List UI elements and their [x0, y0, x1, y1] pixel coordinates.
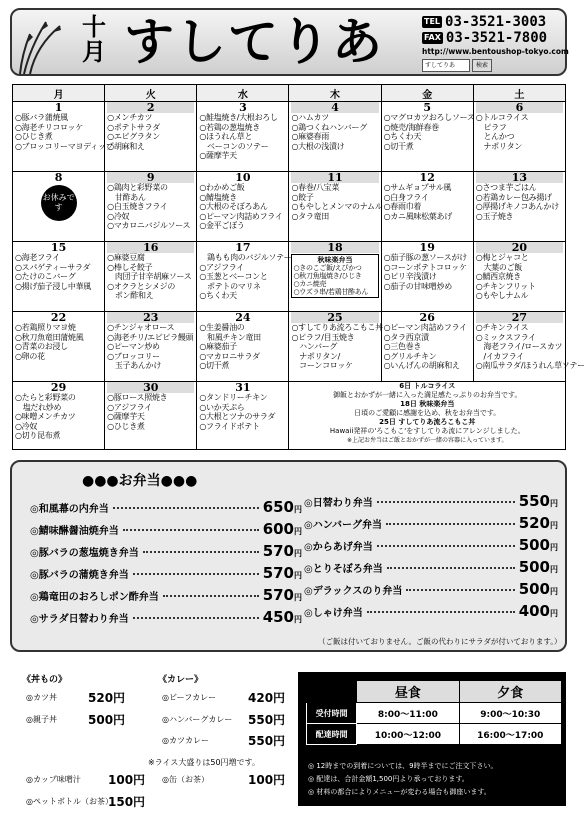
menu-item: ○ピラフ/目玉焼き	[291, 332, 355, 342]
menu-item: ○切り昆布煮	[15, 431, 61, 440]
menu-item: ○オクラとシメジの	[107, 281, 176, 291]
menu-item: ○青菜のお浸し	[15, 342, 68, 351]
yen-unit: 円	[550, 587, 558, 596]
menu-item: ○茄子の甘味噌炒め	[383, 281, 452, 291]
yen-unit: 円	[294, 527, 302, 536]
bento-item-name: ◎豚バラの葱塩焼き弁当	[30, 548, 139, 559]
lunch-header: 昼食	[357, 681, 459, 703]
salad-note: （ご飯は付いておりません。ご飯の代わりにサラダが付いております。）	[318, 637, 562, 646]
menu-item: ○いか天ぷら	[199, 402, 245, 412]
menu-item: ○すしてりあ流ろこもこ丼	[291, 323, 383, 332]
bento-item-name: ◎豚バラの蒲焼き弁当	[30, 570, 129, 581]
menu-item: ○麻婆茄子	[199, 342, 237, 351]
menu-item: ○タンドリーチキン	[199, 393, 268, 402]
weekday-header: 月	[13, 85, 105, 102]
menu-item: ○梅とジャコと	[475, 253, 529, 262]
calendar-day	[13, 312, 105, 382]
month-label: 十月	[82, 12, 106, 66]
bento-item-name: ◎鯖味醂醤油焼弁当	[30, 526, 119, 537]
calendar-day	[289, 242, 381, 312]
special-notes-cell	[289, 382, 566, 450]
bento-item-price: 500	[518, 536, 550, 554]
bento-item	[30, 564, 302, 582]
special-note: Hawaii発祥の'ろこもこ'をすしてりあ流にアレンジしました。	[329, 427, 525, 435]
donburi-title: 《丼もの》	[22, 675, 68, 685]
menu-item: ○スパゲティーサラダ	[15, 262, 91, 272]
special-note: 18日 秋味楽弁当	[400, 400, 455, 408]
bento-item-name: ◎しゃけ弁当	[304, 608, 363, 619]
menu-item: ○ウズラ串/若鶏甘酢あん	[293, 288, 369, 296]
menu-item: ○南瓜サラダ/ほうれん草ソテー	[475, 361, 585, 370]
menu-item: ハンバーグ	[291, 342, 338, 351]
extra-cup-miso-price: 100円	[108, 773, 146, 787]
calendar-day	[289, 172, 381, 242]
bento-item-price: 500	[518, 558, 550, 576]
menu-item: ○白身フライ	[383, 192, 429, 202]
service-note-1: ◎ 12時までの到着については、9時半までにご注文下さい。	[308, 762, 498, 770]
lunch-delivery-hours: 10:00～12:00	[357, 724, 459, 745]
yen-unit: 円	[294, 571, 302, 580]
bento-item	[304, 602, 558, 620]
calendar-day	[13, 242, 105, 312]
menu-item: ○アジフライ	[107, 402, 152, 412]
special-note: 日頃のご愛顧に感謝を込め、秋をお弁当です。	[354, 409, 501, 417]
menu-item: ○ピーマン肉詰めフライ	[199, 211, 283, 221]
calendar-day	[197, 102, 289, 172]
weekday-header: 火	[105, 85, 197, 102]
menu-item: 玉子あんかけ	[107, 361, 162, 370]
day-number: 16	[107, 242, 194, 253]
day-number: 15	[50, 241, 67, 254]
day-number: 31	[235, 381, 251, 394]
calendar-day	[381, 242, 473, 312]
menu-item: ○白玉焼きフライ	[107, 202, 168, 211]
day-number: 19	[419, 241, 435, 254]
menu-item: ○ブロッコリー	[107, 351, 160, 361]
menu-item: ○ちくわ天	[199, 291, 237, 300]
yen-unit: 円	[294, 549, 302, 558]
rice-note: ※ライス大盛りは50円増です。	[148, 758, 260, 767]
calendar-day	[197, 382, 289, 450]
menu-item: ○秋刀魚塩焼き/ひじき	[293, 272, 362, 280]
menu-item: ○薩摩芋天	[199, 151, 237, 160]
susuki-grass-icon	[16, 18, 76, 74]
menu-item: ○海老チリ/エビピラ饅頭	[107, 332, 194, 342]
bento-item-price: 450	[262, 608, 294, 626]
service-hours-panel	[298, 672, 566, 806]
menu-item: ○タラ竜田	[291, 211, 329, 221]
calendar-day	[473, 102, 565, 172]
menu-item: ○ブロッコリーマヨディップ	[15, 141, 114, 151]
curry-price-katsu: 550円	[248, 734, 286, 748]
calendar-day	[289, 102, 381, 172]
menu-item: ○冷奴	[107, 211, 130, 221]
weekday-header: 金	[381, 85, 473, 102]
menu-item: ○ピリ辛浅漬け	[383, 272, 437, 281]
menu-item: ピラフ	[475, 122, 507, 132]
menu-item: ○三色巻き	[383, 342, 422, 351]
day-number: 1	[54, 101, 63, 114]
lower-section	[10, 658, 567, 808]
menu-item: ○いんげんの胡麻和え	[383, 361, 460, 370]
menu-item: ○玉子焼き	[475, 211, 514, 221]
calendar-day	[381, 102, 473, 172]
leader-dots	[367, 611, 515, 613]
day-number: 6	[476, 102, 563, 113]
day-number: 5	[423, 101, 432, 114]
menu-item: ○フライドポテト	[199, 421, 260, 431]
menu-item: ○きのこご飯/えびかつ	[293, 264, 362, 272]
leader-dots	[377, 501, 515, 503]
yen-unit: 円	[550, 565, 558, 574]
menu-item: ○トルコライス	[475, 113, 529, 122]
lunch-order-hours: 8:00～11:00	[357, 703, 459, 724]
fax-label: FAX	[424, 33, 441, 42]
calendar-day	[381, 172, 473, 242]
yen-unit: 円	[294, 505, 302, 514]
calendar-day	[13, 382, 105, 450]
menu-item: ○鯖塩焼き	[199, 192, 237, 202]
day-number: 24	[235, 311, 251, 324]
menu-item: ○メンチカツ	[107, 113, 153, 122]
bento-item-price: 650	[262, 498, 294, 516]
menu-item: ○海老フライ	[15, 253, 60, 262]
menu-item: ○もやしとメンマのナムル	[291, 202, 383, 211]
menu-item: ○カニ風味松葉あげ	[383, 211, 452, 221]
curry-price-hamburg: 550円	[248, 713, 286, 727]
tel-label: TEL	[424, 17, 441, 26]
website-link[interactable]: http://www.bentoushop-tokyo.com	[422, 47, 569, 56]
search-input[interactable]: すしてりあ	[422, 59, 470, 72]
bento-item-price: 570	[262, 564, 294, 582]
calendar-day	[473, 242, 565, 312]
menu-item: ○豚ロース照焼き	[107, 393, 168, 402]
bento-item-price: 400	[518, 602, 550, 620]
dinner-delivery-hours: 16:00～17:00	[459, 724, 561, 745]
calendar-day	[105, 102, 197, 172]
menu-item: 塩だれ炒め	[15, 402, 62, 412]
bento-item-price: 600	[262, 520, 294, 538]
menu-item: ナポリタン	[475, 141, 522, 151]
menu-item: ○ミックスフライ	[475, 332, 536, 342]
menu-item: とんかつ	[475, 132, 515, 141]
bento-item	[304, 492, 558, 510]
bento-item	[30, 498, 302, 516]
autumn-special-box	[291, 254, 378, 298]
menu-item: ○たらと彩野菜の	[15, 393, 76, 402]
menu-calendar	[12, 84, 585, 450]
day-number: 23	[107, 312, 194, 323]
weekday-header: 木	[289, 85, 381, 102]
extra-pet-tea-price: 150円	[108, 795, 146, 809]
menu-item: ○胡麻和え	[107, 141, 145, 151]
menu-item: ○玉葱とベーコンと	[199, 272, 268, 281]
menu-item: ○大根のそぼろあん	[199, 202, 268, 211]
menu-item: ○鶏肉と彩野菜の	[107, 183, 168, 192]
menu-item: ○餃子	[291, 192, 314, 202]
donburi-item-katsudon: ◎カツ丼	[26, 693, 57, 702]
leader-dots	[386, 523, 515, 525]
bento-item	[30, 586, 302, 604]
calendar-day	[105, 172, 197, 242]
yen-unit: 円	[294, 593, 302, 602]
menu-item: ○コーンポテトコロッケ	[383, 262, 467, 272]
yen-unit: 円	[550, 609, 558, 618]
day-number: 13	[476, 172, 563, 183]
special-note: 6日 トルコライス	[399, 382, 456, 390]
menu-item: ○鮭塩焼き/大根おろし	[199, 113, 278, 122]
leader-dots	[133, 617, 259, 619]
day-number: 22	[50, 311, 67, 324]
autumn-special-title: 秋味楽弁当	[317, 256, 353, 264]
menu-item: ○ピーマン肉詰めフライ	[383, 323, 467, 332]
leader-dots	[387, 567, 515, 569]
weekday-header: 土	[473, 85, 565, 102]
leader-dots	[143, 551, 259, 553]
search-button[interactable]: 検索	[472, 59, 492, 72]
search-box	[422, 59, 567, 72]
menu-item: ○薩摩芋天	[107, 412, 145, 421]
menu-item: ○卵の花	[15, 351, 45, 361]
day-number: 10	[235, 171, 251, 184]
calendar-day	[105, 382, 197, 450]
menu-item: ポン酢和え	[107, 291, 154, 300]
menu-item: 大葉のご飯	[475, 262, 522, 272]
menu-item: ○さつま芋ごはん	[475, 183, 537, 192]
menu-item: ○マカロニサラダ	[199, 351, 260, 361]
bento-item-price: 550	[518, 492, 550, 510]
menu-item: ○アジフライ	[199, 262, 244, 272]
menu-item: ○タラ西京漬	[383, 332, 429, 342]
bento-item	[30, 608, 302, 626]
menu-item: ○麻婆春雨	[291, 132, 329, 141]
extra-cup-miso: ◎カップ味噌汁	[26, 775, 81, 784]
curry-item-katsu: ◎カツカレー	[162, 736, 209, 745]
curry-price-beef: 420円	[248, 691, 286, 705]
special-note: 御飯とおかずが一緒に入った満足感たっぷりのお弁当です。	[333, 391, 522, 399]
service-note-2: ◎ 配達は、合計金額1,500円より承っております。	[308, 775, 469, 783]
weekday-header: 水	[197, 85, 289, 102]
menu-item: ベーコンのソテー	[199, 141, 269, 151]
menu-item: ○茄子豚の葱ソースがけ	[383, 253, 467, 262]
special-note: ※上記お弁当はご飯とおかずが一緒の容器に入っています。	[346, 437, 508, 444]
menu-item: ○秋刀魚竜田蒲焼風	[15, 332, 84, 342]
menu-item: ポテトのマリネ	[199, 281, 261, 291]
closed-day-badge: お休みです	[41, 185, 77, 221]
bento-item-price: 520	[518, 514, 550, 532]
calendar-day	[105, 242, 197, 312]
menu-item: ○生姜醤油の	[199, 323, 245, 332]
curry-title: 《カレー》	[158, 675, 204, 685]
day-number: 30	[107, 382, 194, 393]
extra-pet-tea: ◎ペットボトル（お茶）	[26, 797, 113, 806]
menu-item: ○大根とツナのサラダ	[199, 412, 276, 421]
menu-item: ○揚げ茄子浸し中華風	[15, 281, 91, 291]
menu-item: ○若鶏照りマヨ焼	[15, 323, 76, 332]
bento-item-name: ◎日替わり弁当	[304, 498, 373, 509]
menu-item: 鶏もも肉のバジルソテー	[199, 253, 292, 262]
menu-item: ○春巻/八宝菜	[291, 183, 340, 192]
bento-item-price: 570	[262, 542, 294, 560]
menu-item: 肉団子甘辛胡麻ソース	[107, 272, 192, 281]
delivery-hours-label: 配達時間	[307, 724, 357, 745]
header	[10, 8, 567, 76]
bento-item-name: ◎からあげ弁当	[304, 542, 373, 553]
calendar-day	[381, 312, 473, 382]
day-number: 12	[419, 171, 435, 184]
leader-dots	[163, 595, 259, 597]
day-number: 17	[235, 241, 251, 254]
menu-item: ○厚揚げキノコあんかけ	[475, 202, 559, 211]
calendar-day	[197, 312, 289, 382]
menu-item: ○ピーマン炒め	[107, 342, 160, 351]
day-number: 11	[291, 172, 378, 183]
donburi-price-katsudon: 520円	[88, 691, 126, 705]
service-notes	[308, 760, 498, 799]
day-number: 26	[419, 311, 435, 324]
day-number: 20	[476, 242, 563, 253]
menu-item: ○春雨巾着	[383, 202, 422, 211]
menu-item: /イカフライ	[475, 351, 524, 361]
day-number: 18	[291, 242, 378, 253]
menu-item: ○若鶏カレー包み揚げ	[475, 192, 552, 202]
menu-item: ○エビグラタン	[107, 132, 160, 141]
menu-item: ○切干煮	[383, 141, 414, 151]
menu-item: ○ほうれん草と	[199, 132, 253, 141]
calendar-day	[473, 311, 585, 382]
bento-item-name: ◎とりそぼろ弁当	[304, 564, 383, 575]
day-number: 25	[291, 312, 378, 323]
day-number: 9	[107, 172, 194, 183]
bento-item-price: 570	[262, 586, 294, 604]
yen-unit: 円	[550, 521, 558, 530]
calendar-day	[289, 312, 381, 382]
tel-number: 03-3521-3003	[445, 14, 547, 30]
service-hours-table	[306, 680, 562, 745]
bento-item	[30, 542, 302, 560]
leader-dots	[406, 589, 514, 591]
menu-item: ○ちくわ天	[383, 132, 422, 141]
bento-item	[304, 580, 558, 598]
menu-item: 海老フライ/ロースカツ	[475, 342, 563, 351]
menu-item: ○もやしナムル	[475, 291, 529, 300]
menu-item: ○麻婆豆腐	[107, 253, 145, 262]
menu-item: ○ポテトサラダ	[107, 122, 160, 132]
extra-can-tea: ◎缶（お茶）	[162, 775, 209, 784]
bento-item-name: ◎鶏竜田のおろしポン酢弁当	[30, 592, 159, 603]
menu-item: ○グリルチキン	[383, 351, 437, 361]
leader-dots	[377, 545, 515, 547]
curry-item-beef: ◎ビーフカレー	[162, 693, 217, 702]
menu-item: ナポリタン/	[291, 351, 341, 361]
bento-item	[30, 520, 302, 538]
donburi-price-oyakodon: 500円	[88, 713, 126, 727]
menu-item: ○ハムカツ	[291, 113, 329, 122]
menu-item: ○たけのこバーグ	[15, 272, 76, 281]
menu-item: ○チンジャオロース	[107, 323, 175, 332]
menu-item: ○ひじき煮	[107, 421, 145, 431]
menu-item: ○味噌メンチカツ	[15, 412, 76, 421]
yen-unit: 円	[550, 499, 558, 508]
menu-item: ○金平ごぼう	[199, 221, 245, 230]
dinner-order-hours: 9:00～10:30	[459, 703, 561, 724]
menu-item: ○マカロニバジルソース	[107, 221, 191, 230]
bento-item-name: ◎デラックスのり弁当	[304, 586, 403, 597]
menu-item: ○チキンフリット	[475, 281, 536, 291]
menu-item: ○豚バラ蒲焼風	[15, 113, 68, 122]
calendar-day	[197, 172, 289, 242]
calendar-day	[473, 172, 565, 242]
menu-item: ○若鶏の葱塩焼き	[199, 122, 260, 132]
leader-dots	[113, 507, 259, 509]
menu-item: ○棒しそ餃子	[107, 262, 153, 272]
contact-block	[422, 14, 567, 72]
menu-item: ○チキンライス	[475, 323, 529, 332]
bento-item-name: ◎サラダ日替わり弁当	[30, 614, 129, 625]
yen-unit: 円	[550, 543, 558, 552]
menu-item: ○サムギョプサル風	[383, 183, 452, 192]
menu-item: ○カニ焼売	[293, 280, 327, 288]
menu-item: 甘酢あん	[107, 192, 146, 202]
brand-title: すしてりあ	[124, 13, 384, 71]
dinner-header: 夕食	[459, 681, 561, 703]
bento-item-price: 500	[518, 580, 550, 598]
menu-item: ○鶏つくねハンバーグ	[291, 122, 367, 132]
bento-menu	[10, 460, 567, 652]
menu-item: ○鯖西京焼き	[475, 272, 521, 281]
leader-dots	[123, 529, 259, 531]
day-number: 8	[54, 171, 63, 184]
bento-item	[304, 514, 558, 532]
day-number: 4	[291, 102, 378, 113]
bento-item-name: ◎和風幕の内弁当	[30, 504, 109, 515]
day-number: 29	[50, 381, 67, 394]
menu-item: ○大根の浅漬け	[291, 141, 345, 151]
curry-item-hamburg: ◎ハンバーグカレー	[162, 715, 233, 724]
day-number: 3	[239, 101, 247, 114]
extra-can-tea-price: 100円	[248, 773, 286, 787]
order-hours-label: 受付時間	[307, 703, 357, 724]
calendar-day	[13, 101, 114, 172]
menu-item: ○ひじき煮	[15, 132, 53, 141]
leader-dots	[133, 573, 259, 575]
calendar-day	[13, 172, 105, 242]
bento-item-name: ◎ハンバーグ弁当	[304, 520, 383, 531]
menu-item: ○わかめご飯	[199, 183, 245, 192]
menu-item: ○焼売/海鮮春巻	[383, 122, 439, 132]
day-number: 2	[107, 102, 194, 113]
menu-item: ○海老チリコロッケ	[15, 122, 83, 132]
donburi-item-oyakodon: ◎親子丼	[26, 715, 57, 724]
bento-title: ●●●お弁当●●●	[82, 473, 198, 489]
menu-item: ○マグロカツおろしソース	[383, 113, 475, 122]
bento-item	[304, 536, 558, 554]
menu-item: 和風チキン竜田	[199, 332, 261, 342]
bento-item	[304, 558, 558, 576]
menu-item: ○切干煮	[199, 361, 230, 370]
fax-number: 03-3521-7800	[445, 30, 548, 46]
calendar-day	[105, 312, 197, 382]
yen-unit: 円	[294, 615, 302, 624]
day-number: 27	[476, 312, 563, 323]
special-note: 25日 すしてりあ流ろこもこ丼	[379, 418, 476, 426]
service-note-3: ◎ 材料の都合によりメニューが変わる場合も御座います。	[308, 788, 491, 796]
calendar-day	[197, 241, 292, 312]
menu-item: コーンコロッケ	[291, 361, 353, 370]
menu-item: ○冷奴	[15, 421, 38, 431]
